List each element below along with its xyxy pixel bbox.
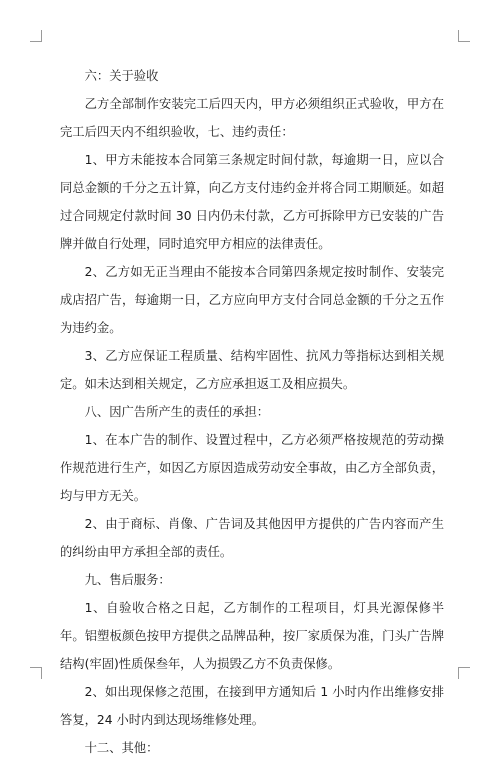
crop-mark-top-right [458,30,470,42]
section-twelve-heading: 十二、其他： [84,741,159,755]
crop-mark-bottom-left [30,667,42,679]
liability-clause-1: 1、在本广告的制作、设置过程中，乙方必须严格按规范的劳动操作规范进行生产，如因乙方原因造成劳动安全事故，由乙方全部负责，均与甲方无关。 [60,433,444,503]
after-sales-clause-2: 2、如出现保修之范围，在接到甲方通知后 1 小时内作出维修安排答复，24 小时内到达现场维修处理。 [60,685,444,727]
acceptance-paragraph: 乙方全部制作安装完工后四天内，甲方必须组织正式验收，甲方在完工后四天内不组织验收，七、违约责任： [60,97,444,139]
breach-clause-2: 2、乙方如无正当理由不能按本合同第四条规定按时制作、安装完成店招广告，每逾期一日，乙方应向甲方支付合同总金额的千分之五作为违约金。 [60,265,444,335]
crop-mark-top-left [30,30,42,42]
liability-clause-2: 2、由于商标、肖像、广告词及其他因甲方提供的广告内容而产生的纠纷由甲方承担全部的责任。 [60,517,444,559]
section-eight-heading: 八、因广告所产生的责任的承担： [84,405,270,419]
crop-mark-bottom-right [458,667,470,679]
breach-clause-1: 1、甲方未能按本合同第三条规定时间付款，每逾期一日，应以合同总金额的千分之五计算，向乙方支付违约金并将合同工期顺延。如超过合同规定付款时间 30 日内仍未付款，乙方可拆除甲方已安装的广告牌并做自行处理，同时追究甲方相应的法律责任。 [60,153,444,251]
after-sales-clause-1: 1、自验收合格之日起，乙方制作的工程项目，灯具光源保修半年。铝塑板颜色按甲方提供之品牌品种，按厂家质保为准，门头广告牌结构(牢固)性质保叁年，人为损毁乙方不负责保修。 [60,601,444,671]
section-nine-heading: 九、售后服务： [84,573,171,587]
section-six-heading: 六：关于验收 [84,69,159,83]
breach-clause-3: 3、乙方应保证工程质量、结构牢固性、抗风力等指标达到相关规定。如未达到相关规定，乙方应承担返工及相应损失。 [60,349,444,391]
document-body [60,62,444,762]
